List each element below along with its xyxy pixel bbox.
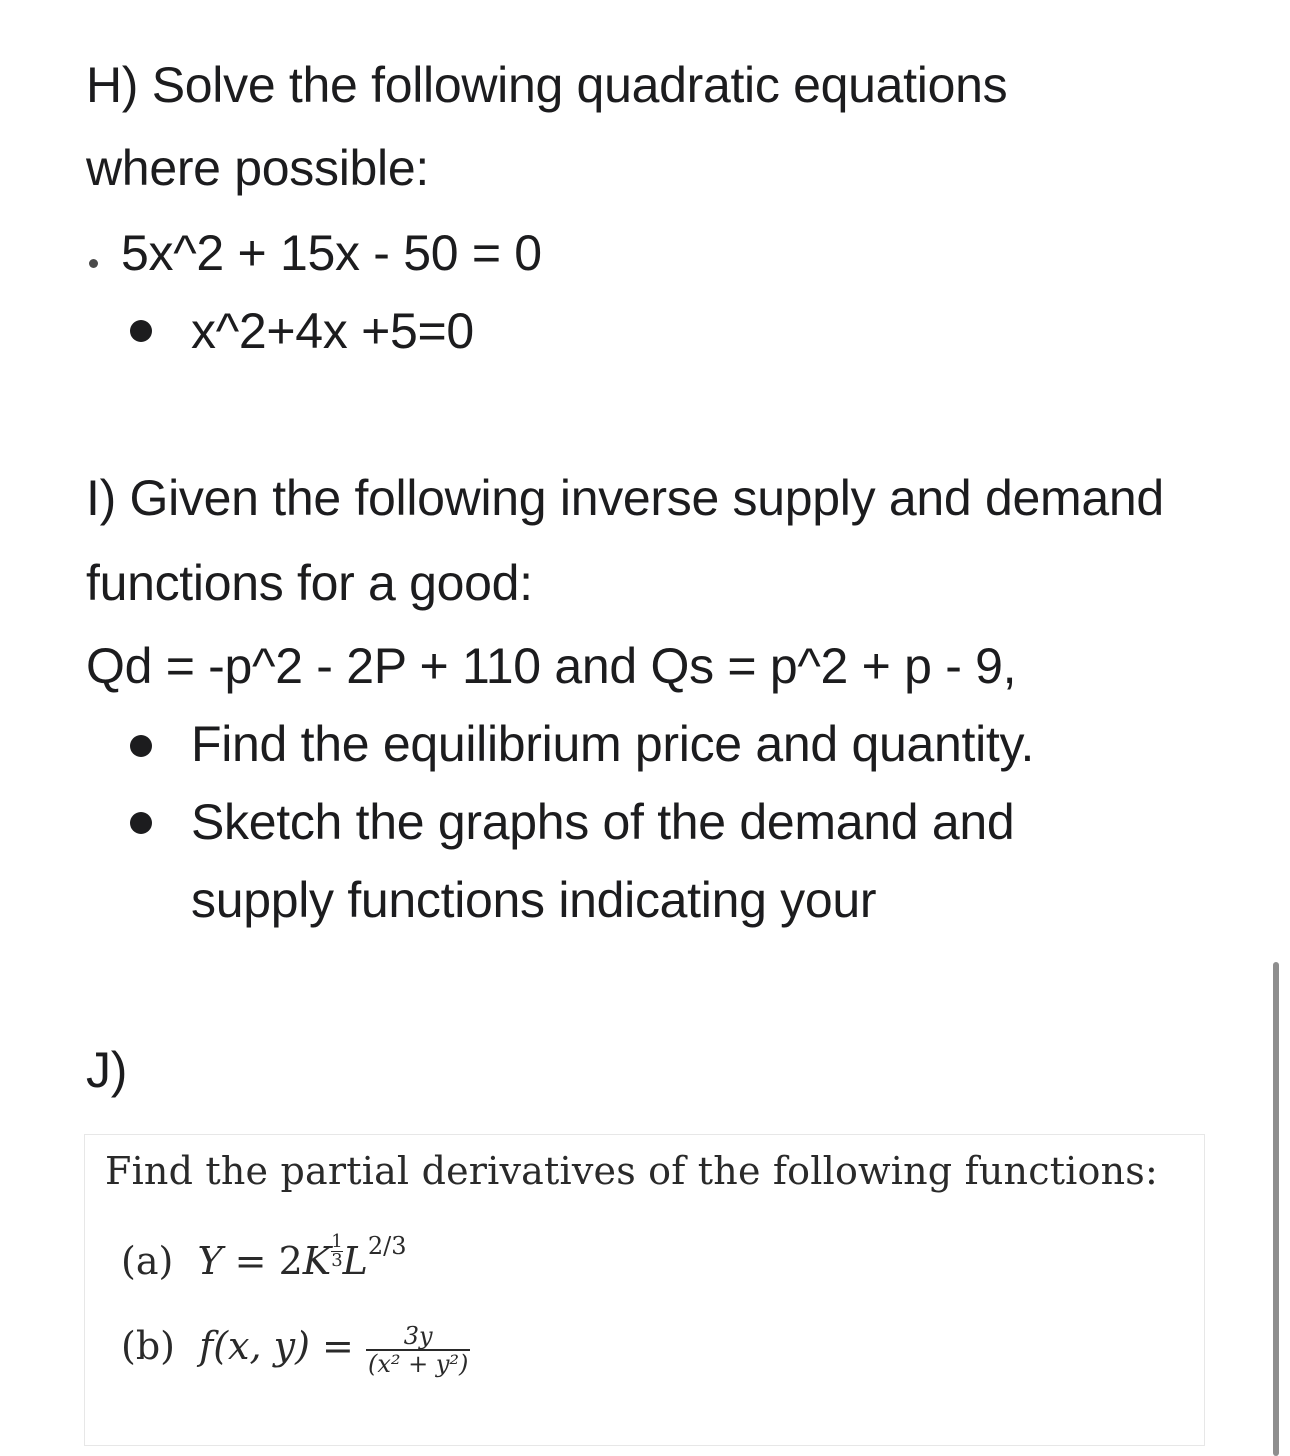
part-b-numerator: 3y bbox=[403, 1321, 433, 1350]
part-a-coef: 2K bbox=[278, 1239, 332, 1283]
part-a-label: (a) bbox=[121, 1239, 174, 1283]
bullet-small-icon bbox=[89, 259, 98, 268]
partial-derivatives-intro: Find the partial derivatives of the following functions: bbox=[105, 1149, 1158, 1193]
part-b-lhs: f(x, y) bbox=[199, 1324, 310, 1368]
section-i-title-line2: functions for a good: bbox=[86, 555, 533, 611]
part-a-lhs: Y bbox=[197, 1239, 223, 1283]
task-2-continued: supply functions indicating your bbox=[191, 872, 877, 928]
section-h-title-line1: H) Solve the following quadratic equations bbox=[86, 57, 1008, 113]
section-i-title-line1: I) Given the following inverse supply and demand bbox=[86, 470, 1164, 526]
task-1: Find the equilibrium price and quantity. bbox=[191, 716, 1035, 772]
part-b-equals: = bbox=[322, 1324, 354, 1368]
part-b-denominator: (x² + y²) bbox=[367, 1349, 469, 1378]
equation-1: 5x^2 + 15x - 50 = 0 bbox=[121, 225, 542, 281]
section-h-title-line2: where possible: bbox=[86, 140, 429, 196]
part-a-exponent-fraction bbox=[331, 1233, 342, 1270]
part-b-fraction bbox=[366, 1323, 470, 1377]
part-a-exp-num: 1 bbox=[331, 1231, 343, 1252]
task-2: Sketch the graphs of the demand and bbox=[191, 794, 1015, 850]
part-b-expression bbox=[121, 1319, 470, 1377]
part-a-exp2: 2/3 bbox=[367, 1232, 407, 1260]
latex-problem-box bbox=[84, 1134, 1205, 1446]
equation-2: x^2+4x +5=0 bbox=[191, 303, 474, 359]
bullet-icon bbox=[130, 812, 152, 834]
part-a-var2: L bbox=[342, 1239, 368, 1283]
part-a-exp-den: 3 bbox=[331, 1250, 343, 1271]
part-b-label: (b) bbox=[121, 1324, 175, 1368]
part-a-expression bbox=[121, 1231, 407, 1283]
section-i-functions: Qd = -p^2 - 2P + 110 and Qs = p^2 + p - 9, bbox=[86, 638, 1017, 694]
scrollbar[interactable] bbox=[1273, 962, 1279, 1456]
part-a-equals: = bbox=[234, 1239, 267, 1283]
section-j-title: J) bbox=[86, 1042, 128, 1098]
bullet-icon bbox=[130, 320, 152, 342]
bullet-icon bbox=[130, 735, 152, 757]
